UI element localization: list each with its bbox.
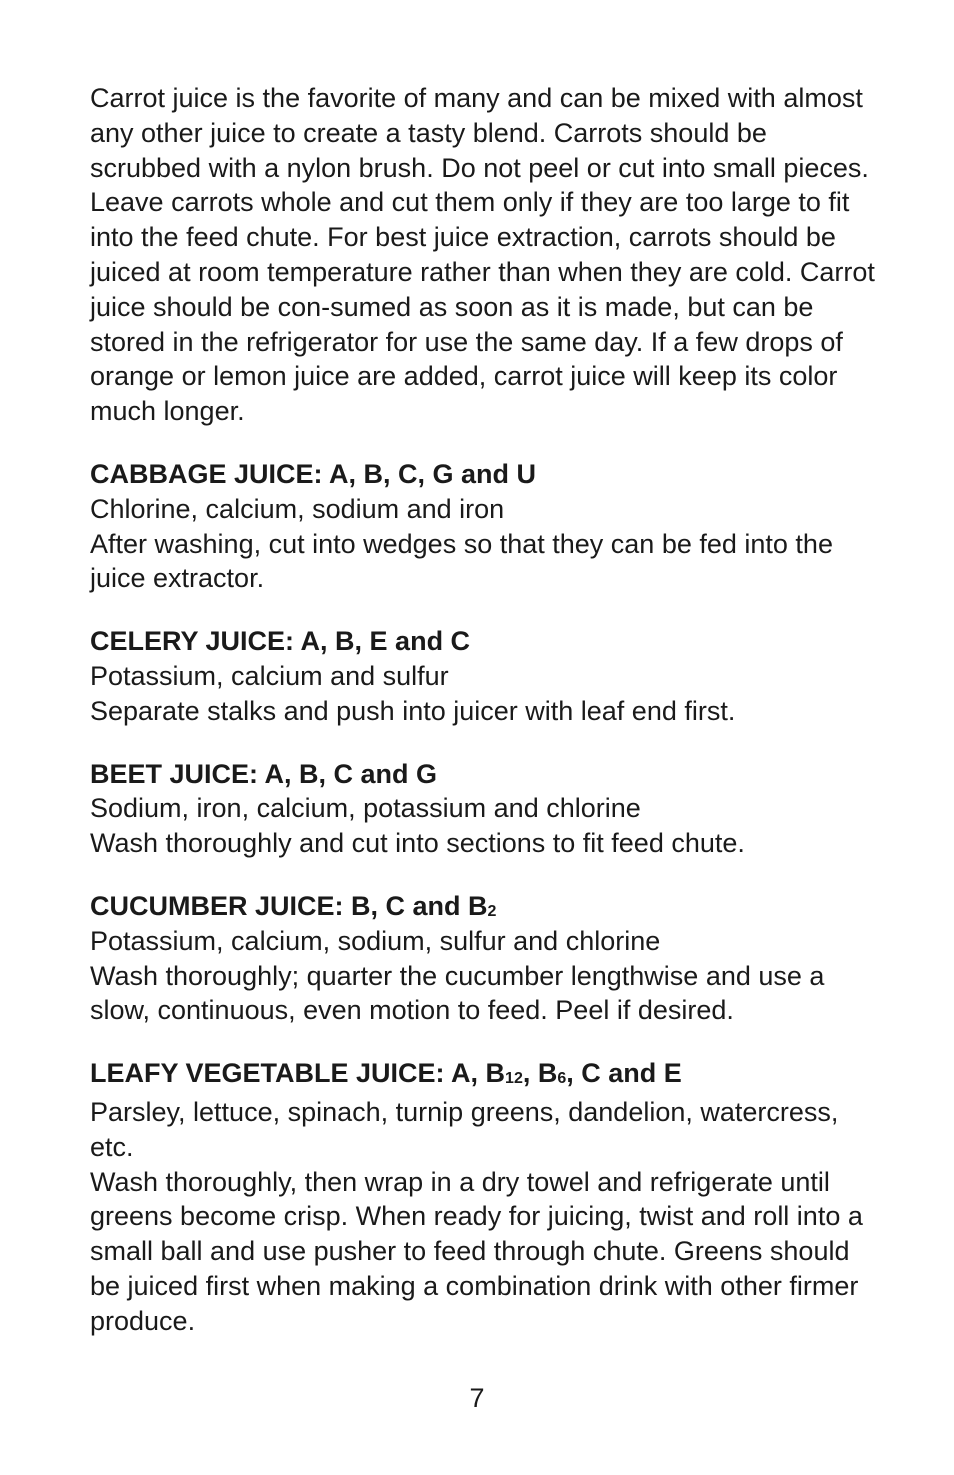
beet-juice-heading: BEET JUICE: A, B, C and G bbox=[90, 758, 438, 789]
page-number: 7 bbox=[469, 1383, 485, 1413]
leafy-vegetable-juice-section bbox=[90, 1056, 880, 1338]
beet-juice-section bbox=[90, 757, 880, 861]
vitamin-subscript: 2 bbox=[487, 902, 497, 920]
celery-juice-section bbox=[90, 624, 880, 728]
cabbage-juice-instructions: After washing, cut into wedges so that they can be fed into the juice extractor. bbox=[90, 528, 833, 594]
cucumber-juice-section bbox=[90, 889, 880, 1028]
leafy-heading-part-b: , B bbox=[522, 1058, 558, 1089]
celery-juice-heading: CELERY JUICE: A, B, E and C bbox=[90, 626, 471, 657]
leafy-heading-part-c: , C and E bbox=[566, 1058, 682, 1089]
leafy-vegetable-juice-produce: Parsley, lettuce, spinach, turnip greens, dandelion, watercress, etc. bbox=[90, 1096, 839, 1162]
beet-juice-instructions: Wash thoroughly and cut into sections to fit feed chute. bbox=[90, 828, 745, 859]
leafy-heading-part-a: LEAFY VEGETABLE JUICE: A, B bbox=[90, 1058, 506, 1089]
celery-juice-instructions: Separate stalks and push into juicer with leaf end first. bbox=[90, 695, 736, 726]
vitamin-subscript: 6 bbox=[557, 1070, 567, 1088]
celery-juice-minerals: Potassium, calcium and sulfur bbox=[90, 660, 449, 691]
leafy-vegetable-juice-heading bbox=[90, 1056, 880, 1091]
beet-juice-minerals: Sodium, iron, calcium, potassium and chlorine bbox=[90, 793, 641, 824]
cabbage-juice-heading: CABBAGE JUICE: A, B, C, G and U bbox=[90, 458, 537, 489]
cabbage-juice-minerals: Chlorine, calcium, sodium and iron bbox=[90, 493, 505, 524]
cucumber-juice-instructions: Wash thoroughly; quarter the cucumber lengthwise and use a slow, continuous, even motion to feed. Peel if desired. bbox=[90, 960, 825, 1026]
cucumber-juice-minerals: Potassium, calcium, sodium, sulfur and chlorine bbox=[90, 925, 661, 956]
cucumber-juice-heading bbox=[90, 889, 880, 924]
page-content bbox=[90, 81, 880, 1339]
cucumber-juice-heading-text: CUCUMBER JUICE: B, C and B bbox=[90, 890, 488, 921]
leafy-vegetable-juice-instructions: Wash thoroughly, then wrap in a dry towel and refrigerate until greens become crisp. When ready for juicing, twist and roll into a small ball and use pusher to feed through chute. Greens should be juiced first when making a combination drink with other firmer produce. bbox=[90, 1166, 863, 1336]
cabbage-juice-section bbox=[90, 457, 880, 596]
vitamin-subscript: 12 bbox=[505, 1070, 523, 1088]
carrot-juice-paragraph: Carrot juice is the favorite of many and can be mixed with almost any other juice to create a tasty blend. Carrots should be scrubbed with a nylon brush. Do not peel or cut into small pieces. Leave carrots whole and cut them only if they are too large to fit into the feed chute. For best juice extraction, carrots should be juiced at room temperature rather than when they are cold. Carrot juice should be con-sumed as soon as it is made, but can be stored in the refrigerator for use the same day. If a few drops of orange or lemon juice are added, carrot juice will keep its color much longer. bbox=[90, 83, 875, 427]
